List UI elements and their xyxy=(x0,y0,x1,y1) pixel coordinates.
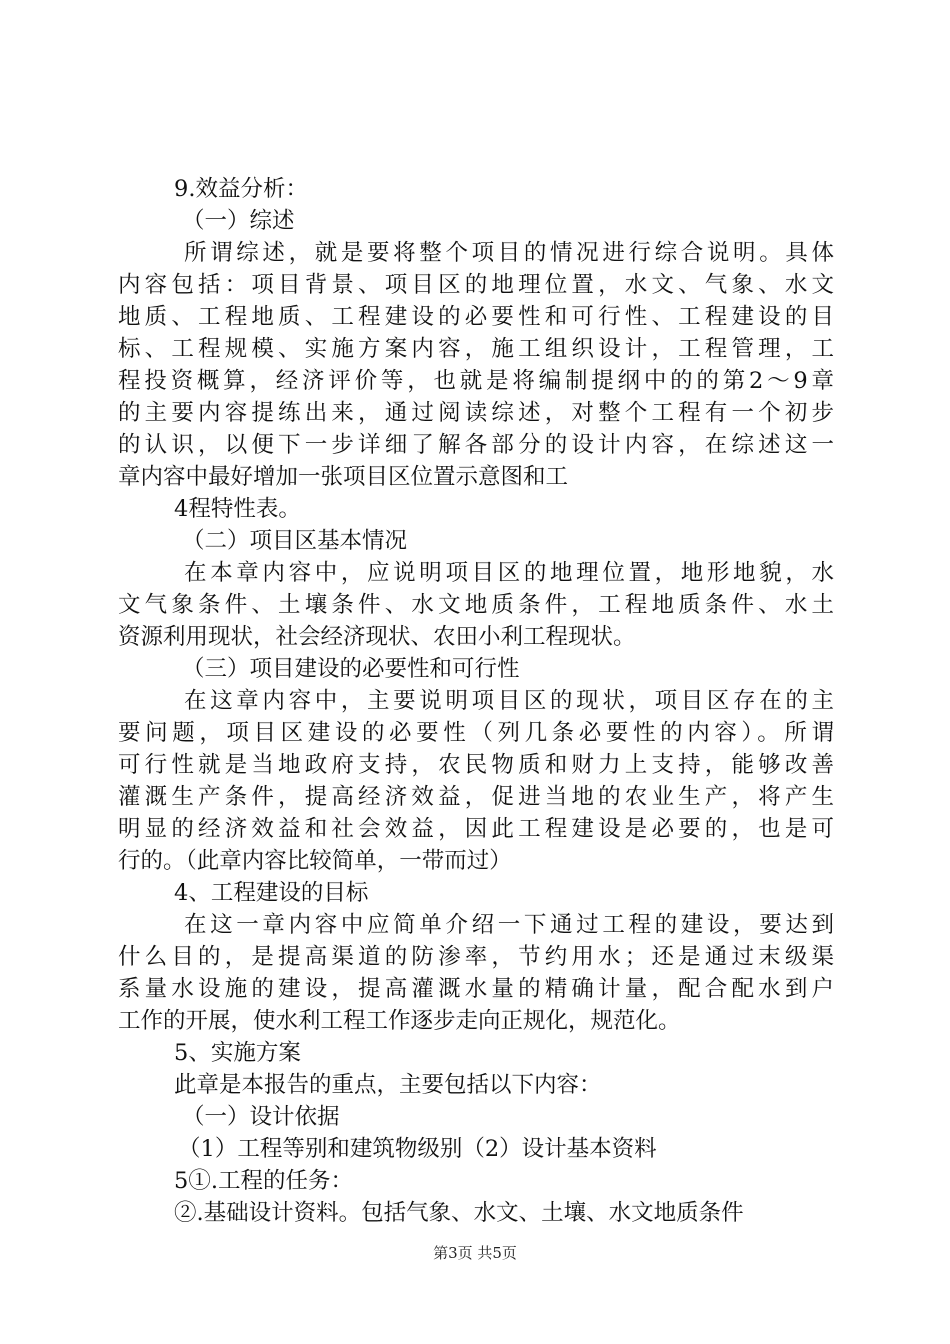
section-heading-benefit-analysis: 9.效益分析： xyxy=(174,176,308,202)
document-body xyxy=(118,173,834,1229)
paragraph-line: 章内容中最好增加一张项目区位置示意图和工 xyxy=(118,464,569,490)
paragraph-line: 明显的经济效益和社会效益，因此工程建设是必要的，也是可 xyxy=(118,816,834,842)
section-heading-goals: 4、工程建设的目标 xyxy=(174,880,369,906)
paragraph-line: 行的。（此章内容比较简单，一带而过） xyxy=(118,848,512,874)
paragraph-line: 标、工程规模、实施方案内容，施工组织设计，工程管理，工 xyxy=(118,336,834,362)
page-footer: 第3页 共5页 xyxy=(433,1244,517,1262)
paragraph-line: 4程特性表。 xyxy=(174,496,301,522)
paragraph-line: 文气象条件、土壤条件、水文地质条件，工程地质条件、水土 xyxy=(118,592,834,618)
paragraph-line: 所谓综述，就是要将整个项目的情况进行综合说明。具体 xyxy=(184,240,834,266)
paragraph-line: 程投资概算，经济评价等，也就是将编制提纲中的的第2～9章 xyxy=(118,368,834,394)
paragraph-line: 内容包括：项目背景、项目区的地理位置，水文、气象、水文 xyxy=(118,272,834,298)
paragraph-line: 此章是本报告的重点，主要包括以下内容： xyxy=(174,1072,602,1098)
paragraph-line: 工作的开展，使水利工程工作逐步走向正规化，规范化。 xyxy=(118,1008,681,1034)
paragraph-line: （1）工程等别和建筑物级别（2）设计基本资料 xyxy=(178,1136,657,1162)
paragraph-line: 的认识，以便下一步详细了解各部分的设计内容，在综述这一 xyxy=(118,432,834,458)
paragraph-line: ②.基础设计资料。包括气象、水文、土壤、水文地质条件 xyxy=(174,1200,744,1226)
paragraph-line: 可行性就是当地政府支持，农民物质和财力上支持，能够改善 xyxy=(118,752,834,778)
paragraph-line: 资源利用现状，社会经济现状、农田小利工程现状。 xyxy=(118,624,636,650)
subsection-heading-design-basis: （一）设计依据 xyxy=(182,1104,340,1130)
subsection-heading-necessity: （三）项目建设的必要性和可行性 xyxy=(182,656,520,682)
paragraph-line: 地质、工程地质、工程建设的必要性和可行性、工程建设的目 xyxy=(118,304,834,330)
paragraph-line: 系量水设施的建设，提高灌溉水量的精确计量，配合配水到户 xyxy=(118,976,834,1002)
section-heading-implementation: 5、实施方案 xyxy=(174,1040,301,1066)
paragraph-line: 的主要内容提练出来，通过阅读综述，对整个工程有一个初步 xyxy=(118,400,834,426)
paragraph-line: 在这章内容中，主要说明项目区的现状，项目区存在的主 xyxy=(184,688,834,714)
paragraph-line: 在本章内容中，应说明项目区的地理位置，地形地貌，水 xyxy=(184,560,834,586)
paragraph-line: 灌溉生产条件，提高经济效益，促进当地的农业生产，将产生 xyxy=(118,784,834,810)
paragraph-line: 5①.工程的任务： xyxy=(174,1168,353,1194)
subsection-heading-overview: （一）综述 xyxy=(182,208,295,234)
paragraph-line: 要问题，项目区建设的必要性（列几条必要性的内容）。所谓 xyxy=(118,720,834,746)
subsection-heading-project-area: （二）项目区基本情况 xyxy=(182,528,408,554)
paragraph-line: 什么目的，是提高渠道的防渗率，节约用水；还是通过末级渠 xyxy=(118,944,834,970)
paragraph-line: 在这一章内容中应简单介绍一下通过工程的建设，要达到 xyxy=(184,912,834,938)
